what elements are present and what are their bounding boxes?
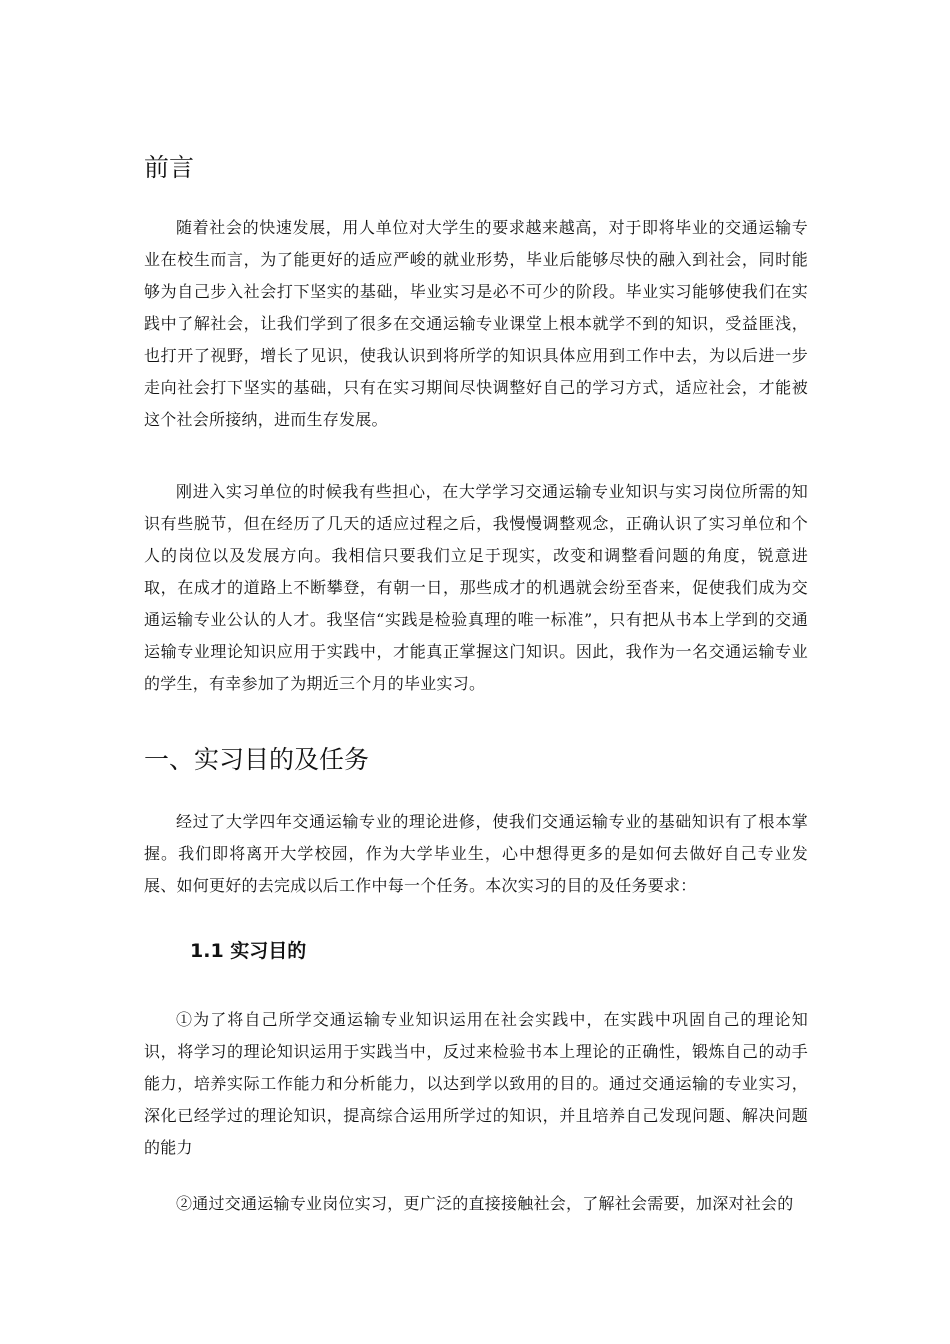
section-1-1-heading: 1.1 实习目的: [190, 940, 307, 962]
preface-heading: 前言: [144, 153, 195, 182]
section-1-1-paragraph-1: ①为了将自己所学交通运输专业知识运用在社会实践中，在实践中巩固自己的理论知识，将学习的理论知识运用于实践当中，反过来检验书本上理论的正确性，锻炼自己的动手能力，培养实际工作能力和分析能力，以达到学以致用的目的。通过交通运输的专业实习，深化已经学过的理论知识，提高综合运用所学过的知识，并且培养自己发现问题、解决问题的能力: [144, 1010, 808, 1157]
preface-paragraph-1: 随着社会的快速发展，用人单位对大学生的要求越来越高，对于即将毕业的交通运输专业在校生而言，为了能更好的适应严峻的就业形势，毕业后能够尽快的融入到社会，同时能够为自己步入社会打下坚实的基础，毕业实习是必不可少的阶段。毕业实习能够使我们在实践中了解社会，让我们学到了很多在交通运输专业课堂上根本就学不到的知识，受益匪浅，也打开了视野，增长了见识，使我认识到将所学的知识具体应用到工作中去，为以后进一步走向社会打下坚实的基础，只有在实习期间尽快调整好自己的学习方式，适应社会，才能被这个社会所接纳，进而生存发展。: [144, 218, 808, 429]
section-1-1-paragraph-2: ②通过交通运输专业岗位实习，更广泛的直接接触社会，了解社会需要，加深对社会的: [176, 1194, 794, 1213]
section-1-paragraph-1: 经过了大学四年交通运输专业的理论进修，使我们交通运输专业的基础知识有了根本掌握。我们即将离开大学校园，作为大学毕业生，心中想得更多的是如何去做好自己专业发展、如何更好的去完成以后工作中每一个任务。本次实习的目的及任务要求：: [144, 812, 808, 895]
section-1-heading: 一、实习目的及任务: [144, 745, 370, 774]
preface-paragraph-2: 刚进入实习单位的时候我有些担心，在大学学习交通运输专业知识与实习岗位所需的知识有些脱节，但在经历了几天的适应过程之后，我慢慢调整观念，正确认识了实习单位和个人的岗位以及发展方向。我相信只要我们立足于现实，改变和调整看问题的角度，锐意进取，在成才的道路上不断攀登，有朝一日，那些成才的机遇就会纷至沓来，促使我们成为交通运输专业公认的人才。我坚信“实践是检验真理的唯一标准”，只有把从书本上学到的交通运输专业理论知识应用于实践中，才能真正掌握这门知识。因此，我作为一名交通运输专业的学生，有幸参加了为期近三个月的毕业实习。: [144, 482, 808, 693]
document-page: [144, 0, 808, 1344]
